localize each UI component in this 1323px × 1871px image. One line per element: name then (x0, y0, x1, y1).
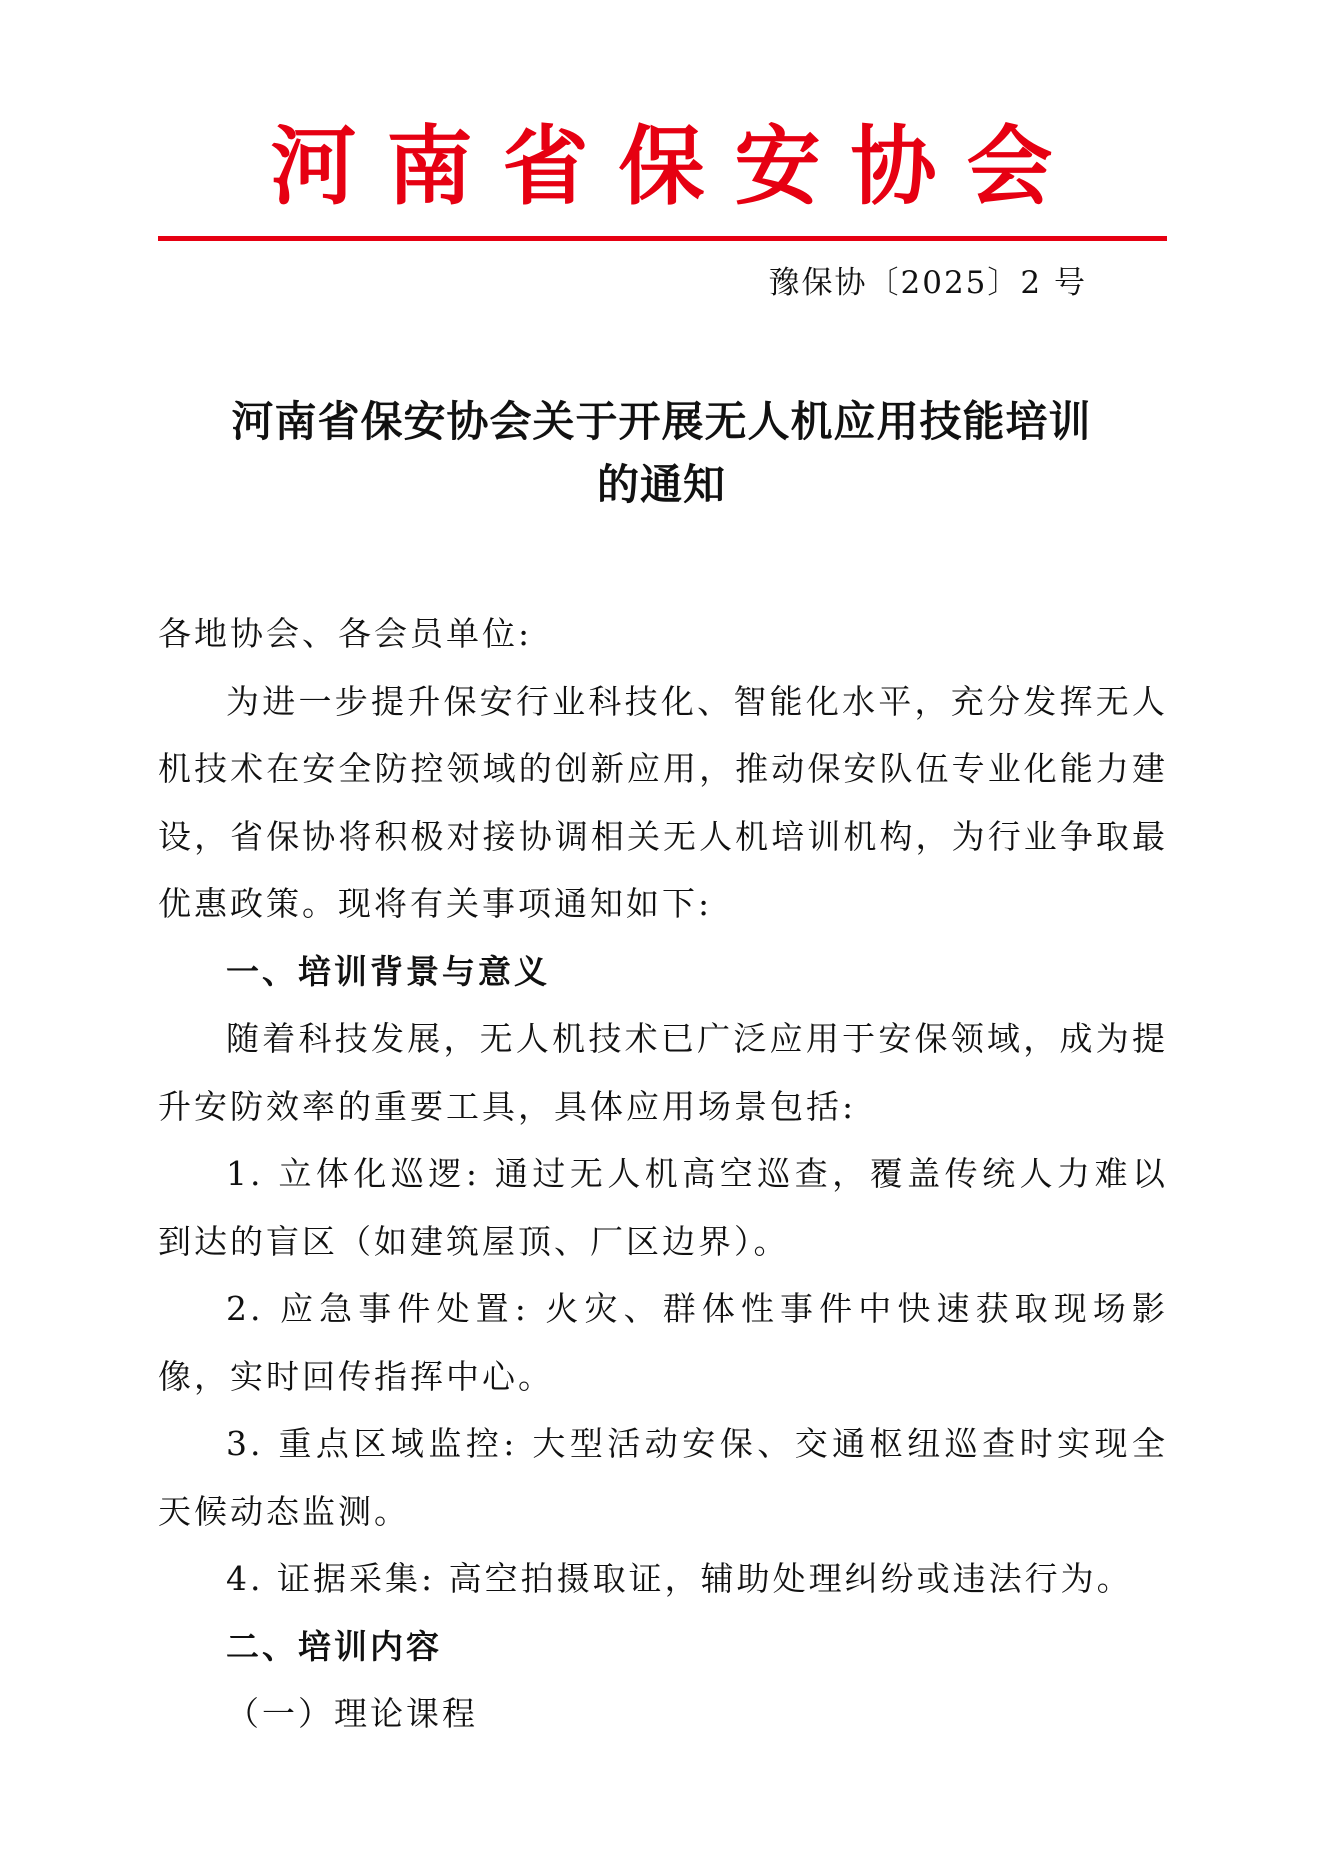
masthead-red-rule (158, 236, 1167, 241)
list-item-emergency: 2. 应急事件处置: 火灾、群体性事件中快速获取现场影像，实时回传指挥中心。 (158, 1289, 1168, 1396)
document-title (0, 390, 1323, 516)
title-line-2: 的通知 (596, 460, 726, 509)
masthead-org-name: 河南省保安协会 (270, 116, 1083, 217)
salutation: 各地协会、各会员单位: (158, 614, 533, 653)
document-body (158, 600, 1168, 1748)
section-1-intro: 随着科技发展，无人机技术已广泛应用于安保领域，成为提升安防效率的重要工具，具体应用场景包括: (158, 1019, 1168, 1126)
document-number: 豫保协〔2025〕2 号 (768, 265, 1087, 301)
list-item-monitoring: 3. 重点区域监控: 大型活动安保、交通枢纽巡查时实现全天候动态监测。 (158, 1424, 1168, 1531)
title-line-1: 河南省保安协会关于开展无人机应用技能培训 (231, 397, 1092, 446)
list-item-patrol: 1. 立体化巡逻: 通过无人机高空巡查，覆盖传统人力难以到达的盲区（如建筑屋顶、厂区边界）。 (158, 1154, 1168, 1261)
subsection-heading-theory: （一）理论课程 (226, 1694, 478, 1733)
section-heading-background: 一、培训背景与意义 (226, 951, 550, 991)
list-item-evidence: 4. 证据采集: 高空拍摄取证，辅助处理纠纷或违法行为。 (226, 1559, 1133, 1598)
section-heading-content: 二、培训内容 (226, 1626, 442, 1666)
intro-paragraph: 为进一步提升保安行业科技化、智能化水平，充分发挥无人机技术在安全防控领域的创新应用，推动保安队伍专业化能力建设，省保协将积极对接协调相关无人机培训机构，为行业争取最优惠政策。现将有关事项通知如下: (158, 681, 1168, 923)
